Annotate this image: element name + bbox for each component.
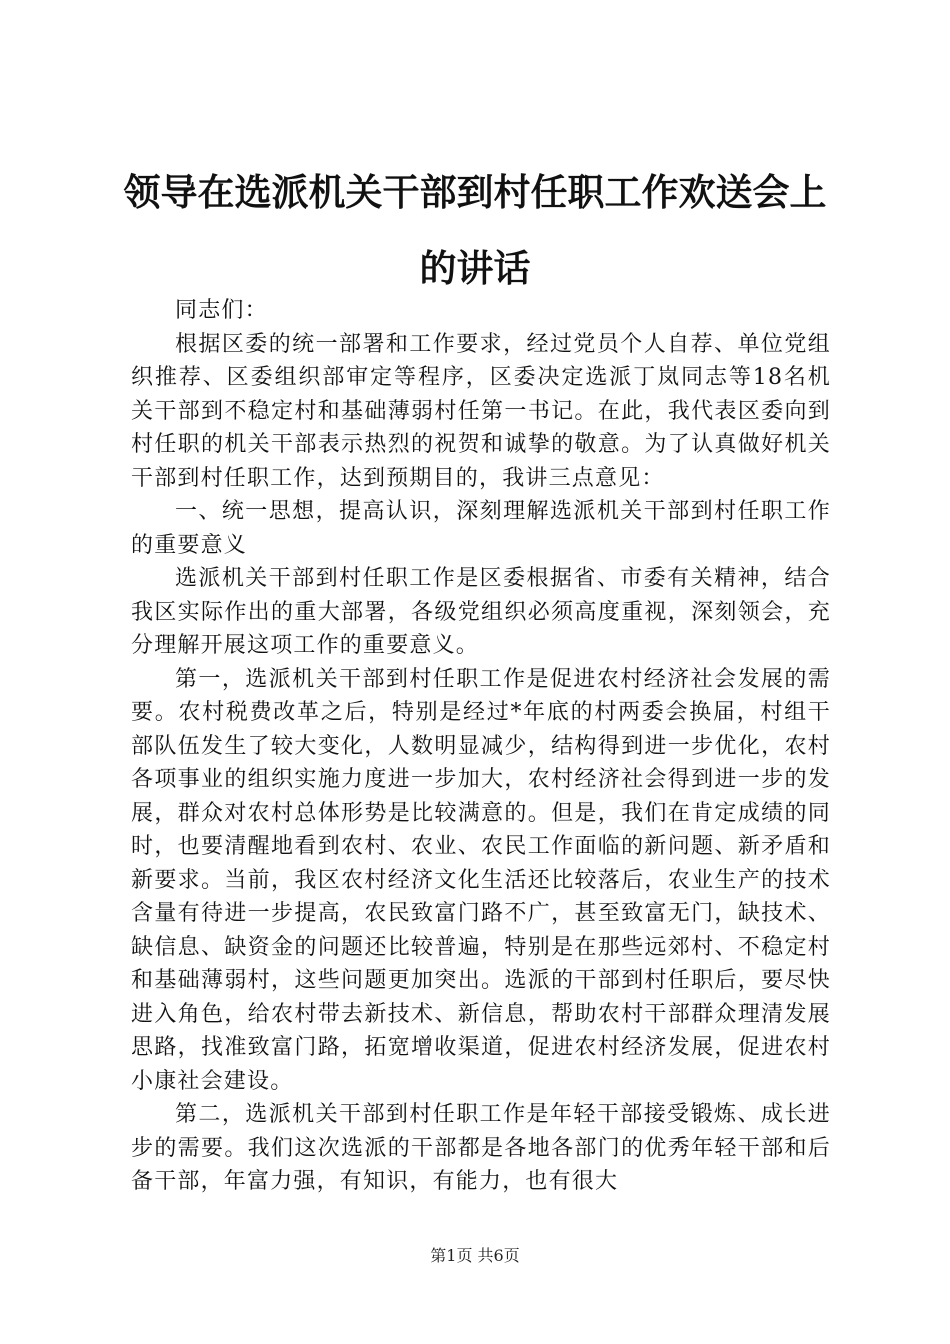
section-heading-paragraph: 一、统一思想，提高认识，深刻理解选派机关干部到村任职工作的重要意义	[131, 499, 831, 558]
document-body	[131, 294, 831, 1199]
body-paragraph: 选派机关干部到村任职工作是区委根据省、市委有关精神，结合我区实际作出的重大部署，各级党组织必须高度重视，深刻领会，充分理解开展这项工作的重要意义。	[131, 566, 831, 658]
document-title: 领导在选派机关干部到村任职工作欢送会上的讲话	[123, 170, 827, 290]
page-footer: 第1页 共6页	[430, 1246, 520, 1265]
body-paragraph: 第二，选派机关干部到村任职工作是年轻干部接受锻炼、成长进步的需要。我们这次选派的干部都是各地各部门的优秀年轻干部和后备干部，年富力强，有知识，有能力，也有很大	[131, 1102, 831, 1194]
salutation-paragraph: 同志们：	[175, 298, 268, 323]
body-paragraph: 根据区委的统一部署和工作要求，经过党员个人自荐、单位党组织推荐、区委组织部审定等程序，区委决定选派丁岚同志等18名机关干部到不稳定村和基础薄弱村任第一书记。在此，我代表区委向到村任职的机关干部表示热烈的祝贺和诚挚的敬意。为了认真做好机关干部到村任职工作，达到预期目的，我讲三点意见：	[131, 331, 831, 491]
body-paragraph: 第一，选派机关干部到村任职工作是促进农村经济社会发展的需要。农村税费改革之后，特别是经过*年底的村两委会换届，村组干部队伍发生了较大变化，人数明显减少，结构得到进一步优化，农村各项事业的组织实施力度进一步加大，农村经济社会得到进一步的发展，群众对农村总体形势是比较满意的。但是，我们在肯定成绩的同时，也要清醒地看到农村、农业、农民工作面临的新问题、新矛盾和新要求。当前，我区农村经济文化生活还比较落后，农业生产的技术含量有待进一步提高，农民致富门路不广，甚至致富无门，缺技术、缺信息、缺资金的问题还比较普遍，特别是在那些远郊村、不稳定村和基础薄弱村，这些问题更加突出。选派的干部到村任职后，要尽快进入角色，给农村带去新技术、新信息，帮助农村干部群众理清发展思路，找准致富门路，拓宽增收渠道，促进农村经济发展，促进农村小康社会建设。	[131, 666, 831, 1094]
